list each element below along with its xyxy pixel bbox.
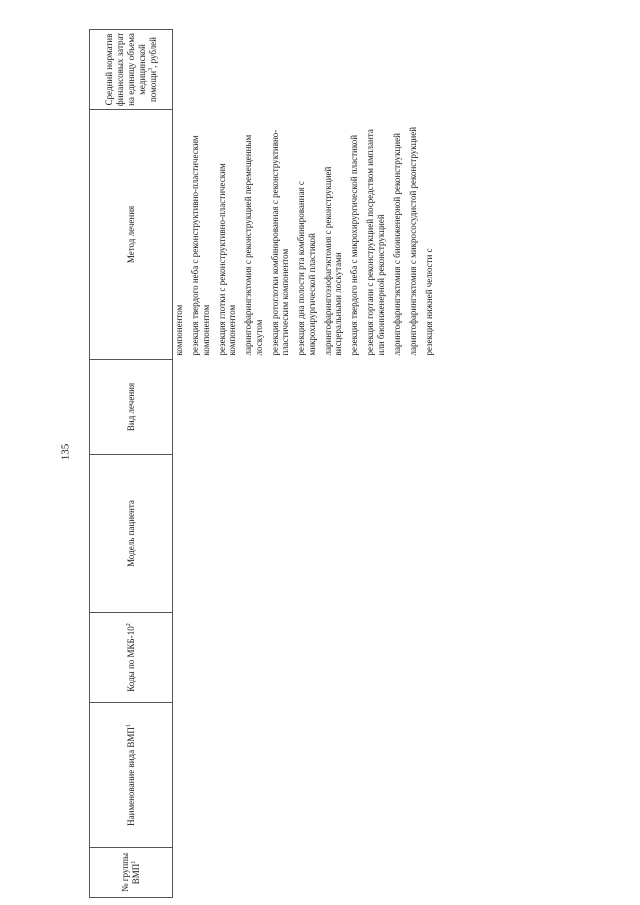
header-icd-codes: Коды по МКБ-$10^2$ (90, 613, 173, 703)
cell-treatment-methods (173, 110, 440, 360)
cell-vmp-name (173, 703, 440, 848)
method-item: ларингофарингэктомия с микрососудистой реконструкцией (407, 126, 418, 356)
method-item: резекция нижней челюсти с (423, 248, 434, 356)
method-item: резекция твердого неба с реконструктивно-пластическим компонентом (190, 135, 211, 356)
method-item: компонентом (174, 304, 184, 356)
method-item: резекция гортани с реконструкцией посредством импланта или биоинженерной реконструкцией (365, 129, 386, 356)
page-number: 135 (59, 443, 72, 461)
header-treatment-method: Метод лечения (90, 110, 173, 360)
landscape-table-container (89, 30, 597, 898)
table-row (173, 30, 440, 898)
cell-patient-model (173, 455, 440, 613)
method-item: резекция твердого неба с микрохирургической пластикой (349, 134, 359, 356)
header-vmp-name: Наименование вида ВМП$^1$ (90, 703, 173, 848)
vmp-table (89, 29, 440, 898)
header-treatment-type: Вид лечения (90, 360, 173, 455)
cell-group-number (173, 848, 440, 898)
method-item: резекция дна полости рта комбинированная с микрохирургической пластикой (296, 181, 317, 356)
method-item: ларингофарингэктомия с реконструкцией перемещенным лоскутом (243, 134, 264, 356)
cell-treatment-type (173, 360, 440, 455)
header-group-number: № группы ВМП$^1$ (90, 848, 173, 898)
cell-icd-codes (173, 613, 440, 703)
method-item: резекция ротоглотки комбинированная с реконструктивно-пластическим компонентом (269, 129, 290, 356)
header-patient-model: Модель пациента (90, 455, 173, 613)
header-row (90, 30, 173, 898)
method-item: ларингофарингэктомия с биоинженерной реконструкцией (391, 133, 402, 356)
rotated-page-area (89, 30, 597, 898)
header-cost-norm: Средний норматив финансовых затрат на единицу объема медицинской помощи$^3$, рублей (90, 30, 173, 110)
method-item: резекция глотки с реконструктивно-пластическим компонентом (216, 163, 237, 356)
method-item: ларингофарингоэзофагэктомия с реконструкцией висцеральными лоскутами (322, 166, 343, 356)
cell-cost-norm (173, 30, 440, 110)
